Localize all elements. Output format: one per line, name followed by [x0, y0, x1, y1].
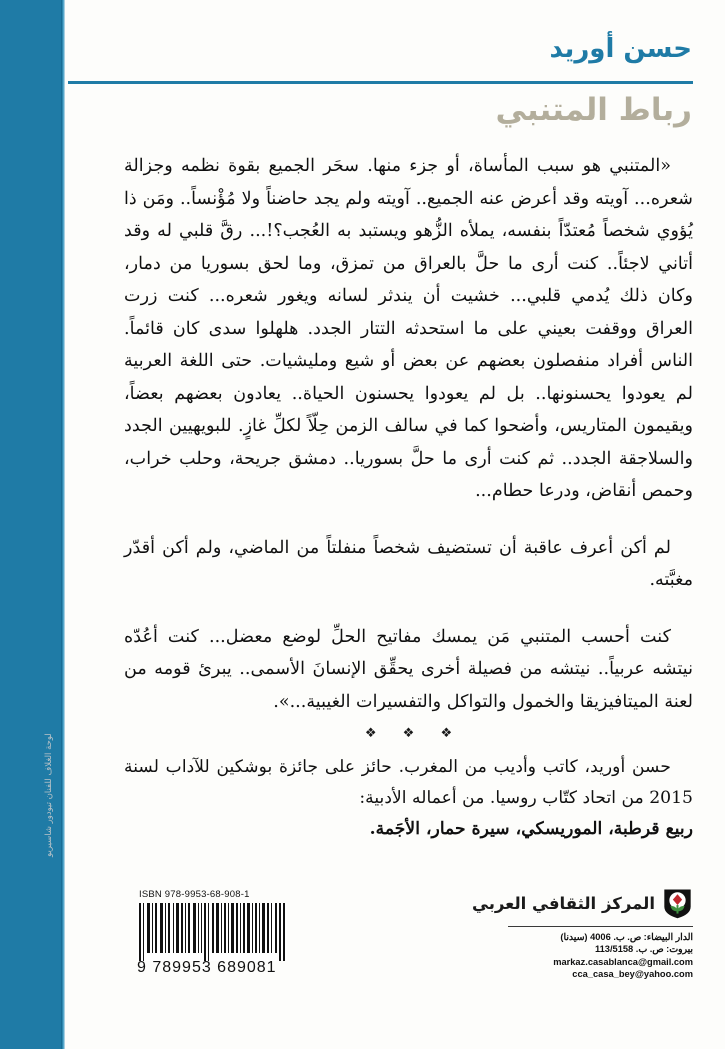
barcode-digits: 9 789953 689081	[137, 959, 277, 976]
author-bio-block	[124, 752, 693, 845]
book-title-heading: رباط المتنبي	[495, 92, 692, 128]
contact-email-primary: markaz.casablanca@gmail.com	[553, 956, 693, 967]
contact-address-beirut: بيروت: ص. ب. 113/5158	[594, 944, 693, 955]
author-name-heading: حسن أوريد	[549, 34, 692, 64]
author-bio-text: حسن أوريد، كاتب وأديب من المغرب. حائز على جائزة بوشكين للآداب لسنة 2015 من اتحاد كتّاب روسيا. من أعماله الأدبية:	[124, 757, 693, 808]
author-works-list: ربيع قرطبة، الموريسكي، سيرة حمار، الأجَمة.	[369, 819, 693, 839]
publisher-contact-block	[463, 931, 693, 980]
isbn-barcode-block	[137, 889, 289, 977]
header-divider-rule	[68, 81, 693, 84]
blurb-paragraph: كنت أحسب المتنبي مَن يمسك مفاتيح الحلِّ لوضع معضل... كنت أعُدّه نيتشه عربياً.. نيتشه من فصيلة أخرى يحقِّق الإنسانَ الأسمى.. يبرئ قومه من لعنة الميتافيزيقا والخمول والتواكل والتفسيرات الغيبية...».	[124, 626, 693, 712]
blurb-paragraph: لم أكن أعرف عاقبة أن تستضيف شخصاً منفلتاً من الماضي، ولم أكن أقدّر مغبَّته.	[124, 537, 693, 590]
contact-email-secondary: cca_casa_bey@yahoo.com	[572, 968, 693, 979]
contact-address-casablanca: الدار البيضاء: ص. ب. 4006 (سيدنا)	[560, 932, 693, 943]
spine-band	[0, 0, 61, 1049]
publisher-logo-icon	[662, 888, 693, 919]
publisher-name: المركز الثقافي العربي	[472, 894, 655, 913]
blurb-text-block	[124, 150, 693, 718]
diamond-separator: ❖ ❖ ❖	[364, 726, 464, 741]
publisher-divider-rule	[508, 926, 693, 927]
cover-artwork-credit: لوحة الغلاف للفنان تيودور شاسيريو	[44, 733, 54, 857]
publisher-block	[463, 888, 693, 980]
isbn-number: ISBN 978-9953-68-908-1	[139, 889, 250, 900]
spine-edge-gradient	[61, 0, 65, 1049]
barcode-image	[137, 903, 287, 961]
publisher-name-row	[463, 888, 693, 919]
blurb-paragraph: «المتنبي هو سبب المأساة، أو جزء منها. سحَر الجميع بقوة نظمه وجزالة شعره... آويته وقد أعرض عنه الجميع.. آويته ولم يجد حاضناً ولا مُؤْنساً.. ومَن ذا يُؤوي شخصاً مُعتدّاً بنفسه، يملأه الزُّهو ويستبد به العُجب؟!... رقَّ قلبي له وقد أتاني لاجئاً.. كنت أرى ما حلَّ بالعراق من تمزق، وما لحق بسوريا من دمار، وكان ذلك يُدمي قلبي... خشيت أن يندثر لسانه ويغور شعره... كنت زرت العراق ووقفت بعيني على ما استحدثه التتار الجدد. هلهلوا سدى كان قائماً. الناس أفراد منفصلون بعضهم عن بعض أو شيع ومليشيات. حتى اللغة العربية لم يعودوا يحسنونها.. بل لم يعودوا يحسنون الحياة.. يعادون بعضهم بعضاً، ويقيمون المتاريس، وأضحوا كما في سالف الزمن حِلّاً لكلِّ غازٍ. للبويهيين الجدد والسلاجقة الجدد.. ثم كنت أرى ما حلَّ بسوريا.. دمشق جريحة، وحلب خراب، وحمص أنقاض، ودرعا حطام...	[124, 156, 693, 501]
